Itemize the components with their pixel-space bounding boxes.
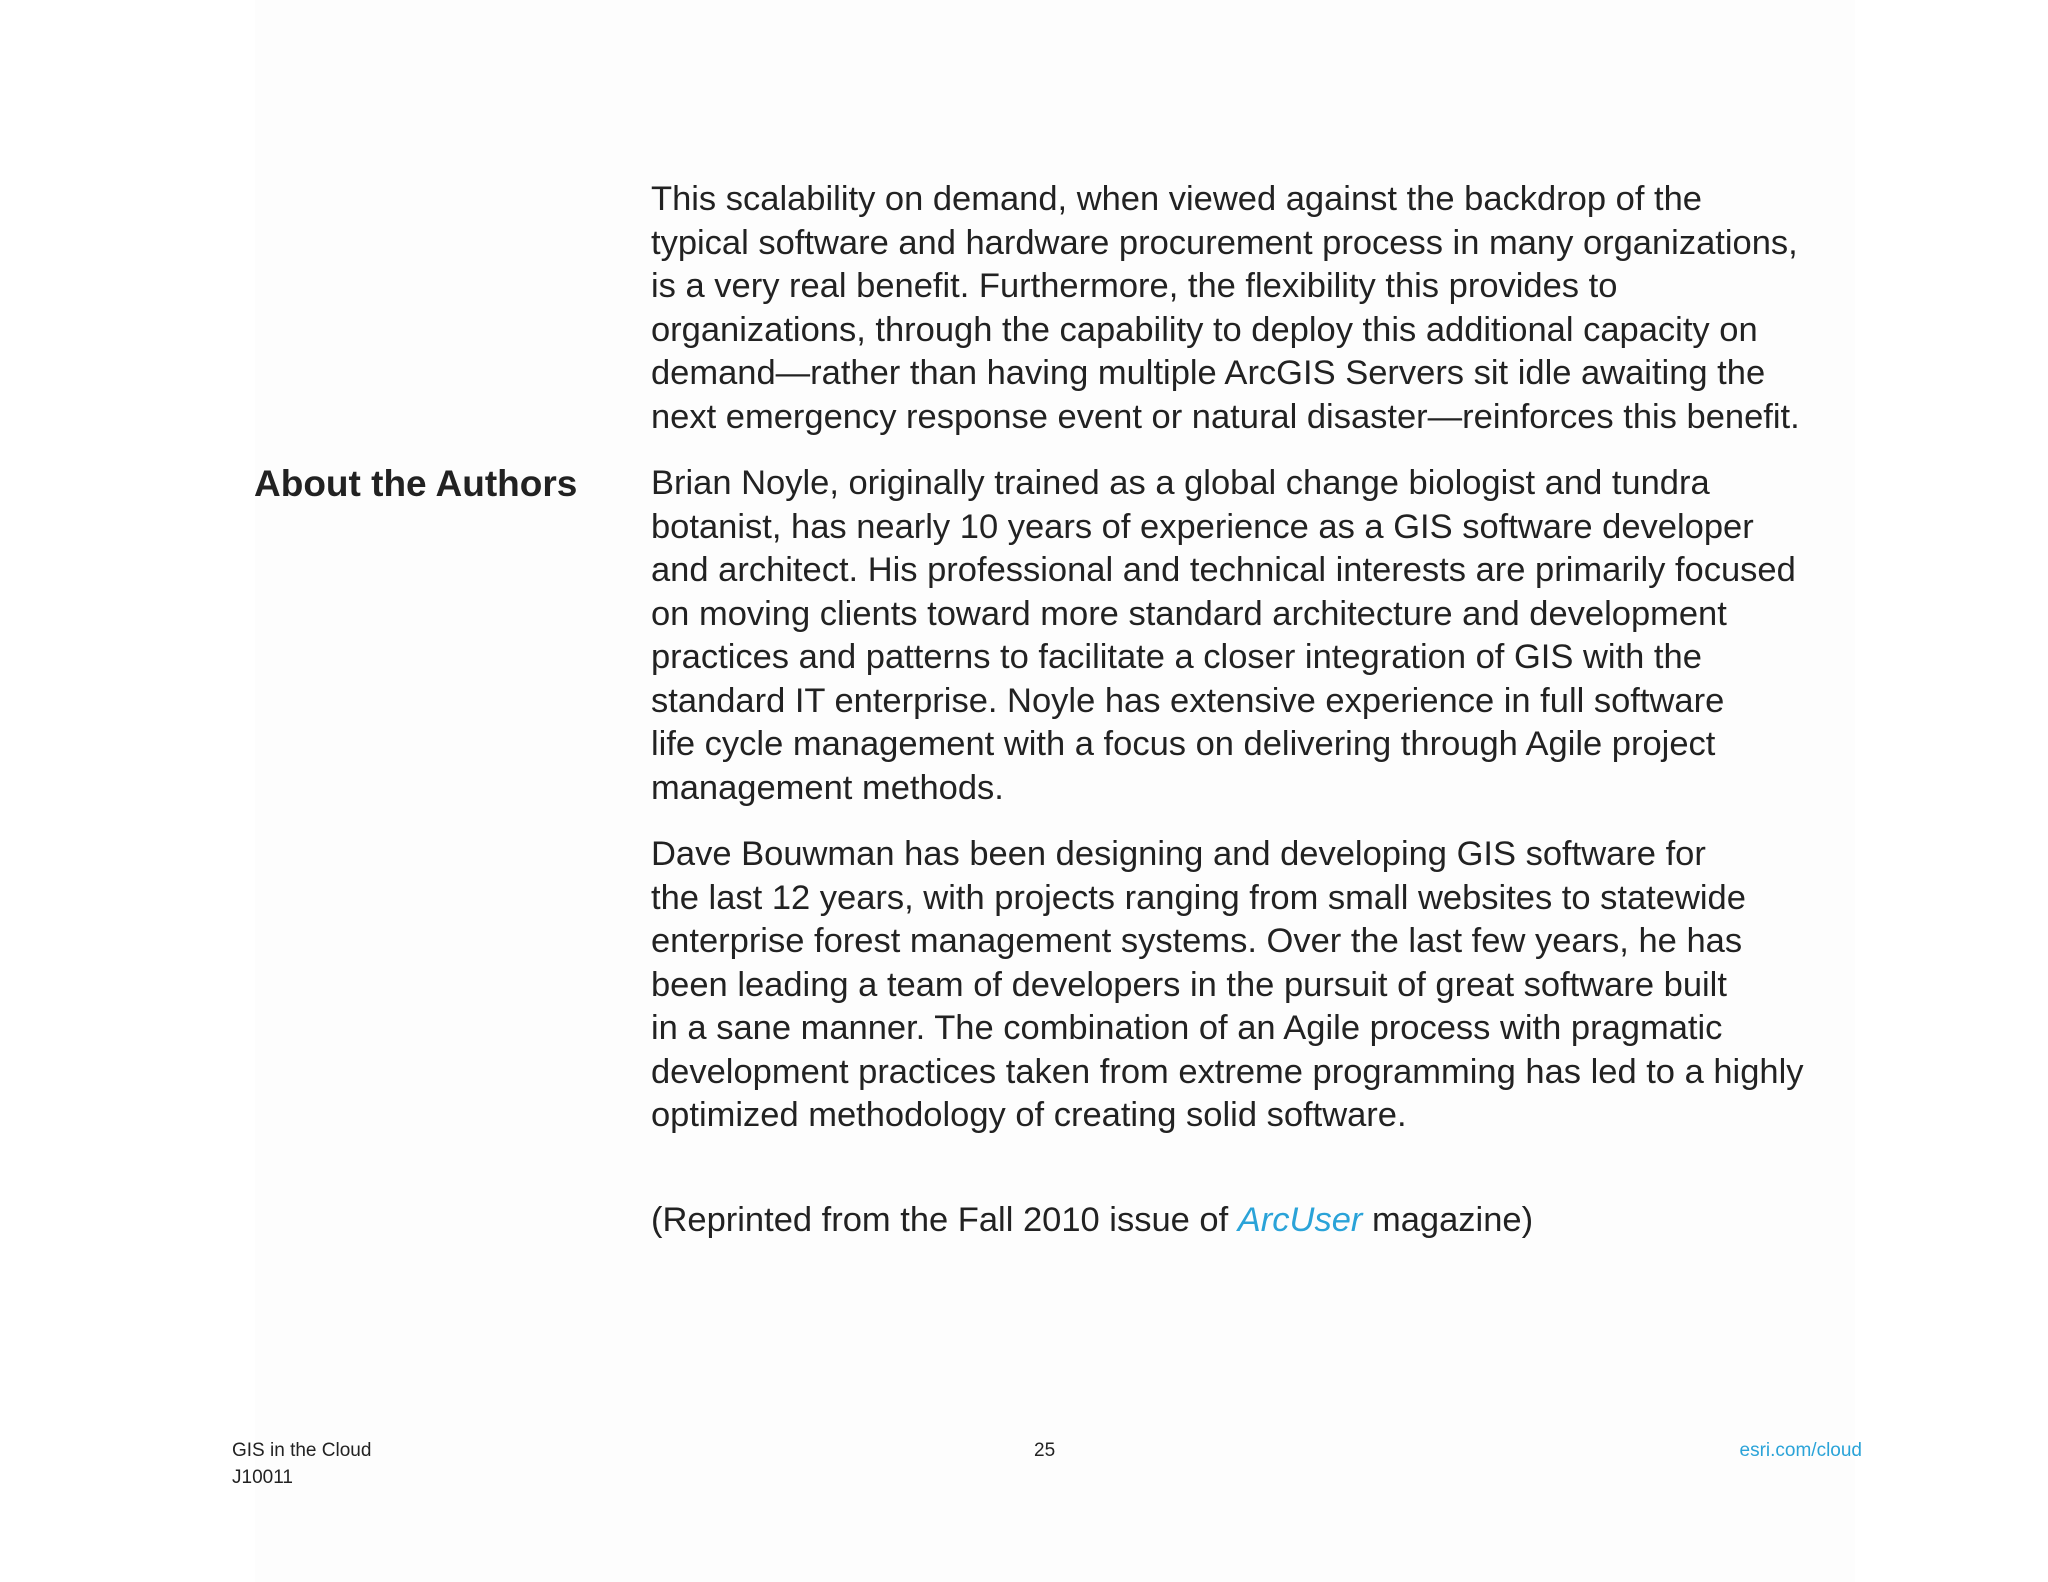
main-text-column bbox=[651, 178, 1881, 1242]
bouwman-bio-paragraph bbox=[651, 833, 1881, 1138]
text-line: is a very real benefit. Furthermore, the flexibility this provides to bbox=[651, 267, 1618, 305]
intro-paragraph bbox=[651, 178, 1881, 439]
about-authors-heading: About the Authors bbox=[254, 463, 578, 504]
text-line: botanist, has nearly 10 years of experience as a GIS software developer bbox=[651, 507, 1754, 546]
text-line: practices and patterns to facilitate a closer integration of GIS with the bbox=[651, 638, 1702, 676]
reprint-suffix: magazine) bbox=[1362, 1200, 1534, 1239]
reprint-prefix: (Reprinted from the Fall 2010 issue of bbox=[651, 1200, 1238, 1239]
arcuser-link[interactable]: ArcUser bbox=[1237, 1200, 1363, 1239]
text-line: Dave Bouwman has been designing and developing GIS software for bbox=[651, 835, 1706, 873]
reprint-note bbox=[651, 1199, 1881, 1243]
text-line: typical software and hardware procurement process in many organizations, bbox=[651, 223, 1798, 262]
text-line: optimized methodology of creating solid software. bbox=[651, 1096, 1407, 1134]
text-line: development practices taken from extreme programming has led to a highly bbox=[651, 1052, 1804, 1091]
text-line: management methods. bbox=[651, 768, 1004, 807]
text-line: on moving clients toward more standard architecture and development bbox=[651, 594, 1727, 633]
noyle-bio-paragraph bbox=[651, 462, 1881, 810]
text-line: next emergency response event or natural disaster—reinforces this benefit. bbox=[651, 397, 1800, 436]
text-line: Brian Noyle, originally trained as a global change biologist and tundra bbox=[651, 464, 1710, 502]
text-line: This scalability on demand, when viewed against the backdrop of the bbox=[651, 180, 1702, 218]
text-line: been leading a team of developers in the pursuit of great software built bbox=[651, 965, 1727, 1004]
text-line: enterprise forest management systems. Over the last few years, he has bbox=[651, 922, 1743, 960]
text-line: demand—rather than having multiple ArcGIS Servers sit idle awaiting the bbox=[651, 354, 1766, 392]
text-line: life cycle management with a focus on delivering through Agile project bbox=[651, 725, 1716, 763]
footer-url-link[interactable]: esri.com/cloud bbox=[1739, 1440, 1862, 1461]
footer-doc-title: GIS in the Cloud bbox=[232, 1440, 372, 1461]
text-line: organizations, through the capability to deploy this additional capacity on bbox=[651, 310, 1758, 349]
footer-doc-code: J10011 bbox=[232, 1467, 293, 1488]
text-line: in a sane manner. The combination of an Agile process with pragmatic bbox=[651, 1009, 1723, 1047]
text-line: and architect. His professional and technical interests are primarily focused bbox=[651, 551, 1796, 589]
text-line: the last 12 years, with projects ranging from small websites to statewide bbox=[651, 878, 1746, 917]
page-number: 25 bbox=[1034, 1440, 1056, 1461]
footer-doc-info bbox=[232, 1437, 371, 1491]
text-line: standard IT enterprise. Noyle has extensive experience in full software bbox=[651, 681, 1725, 720]
